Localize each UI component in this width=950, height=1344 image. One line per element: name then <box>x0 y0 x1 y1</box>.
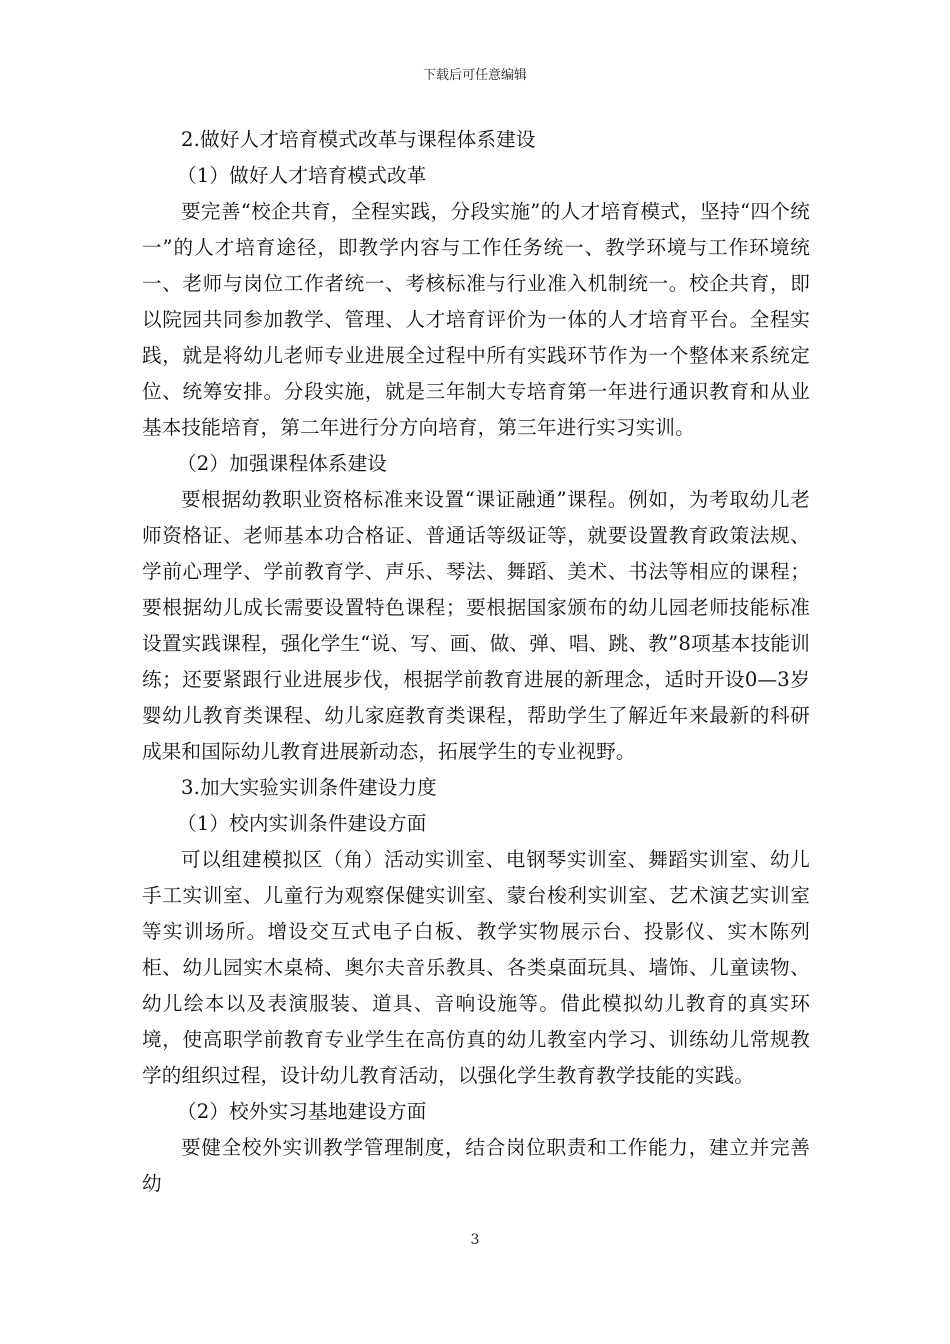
section-heading-3: 3.加大实验实训条件建设力度 <box>181 776 437 799</box>
page-header: 下载后可任意编辑 <box>422 68 527 83</box>
subheading-3-2: （2）校外实习基地建设方面 <box>177 1100 427 1123</box>
subheading-3-1: （1）校内实训条件建设方面 <box>177 812 427 835</box>
paragraph-campus-training: 可以组建模拟区（角）活动实训室、电钢琴实训室、舞蹈实训室、幼儿手工实训室、儿童行为观察保健实训室、蒙台梭利实训室、艺术演艺实训室等实训场所。增设交互式电子白板、教学实物展示台、投影仪、实木陈列柜、幼儿园实木桌椅、奥尔夫音乐教具、各类桌面玩具、墙饰、儿童读物、幼儿绘本以及表演服装、道具、音响设施等。借此模拟幼儿教育的真实环境，使高职学前教育专业学生在高仿真的幼儿教室内学习、训练幼儿常规教学的组织过程，设计幼儿教育活动，以强化学生教育教学技能的实践。 <box>142 848 810 1087</box>
paragraph-curriculum: 要根据幼教职业资格标准来设置“课证融通”课程。例如，为考取幼儿老师资格证、老师基本功合格证、普通话等级证等，就要设置教育政策法规、学前心理学、学前教育学、声乐、琴法、舞蹈、美术、书法等相应的课程；要根据幼儿成长需要设置特色课程；要根据国家颁布的幼儿园老师技能标准设置实践课程，强化学生“说、写、画、做、弹、唱、跳、教”8项基本技能训练；还要紧跟行业进展步伐，根据学前教育进展的新理念，适时开设0—3岁婴幼儿教育类课程、幼儿家庭教育类课程，帮助学生了解近年来最新的科研成果和国际幼儿教育进展新动态，拓展学生的专业视野。 <box>142 488 810 763</box>
subheading-2-1: （1）做好人才培育模式改革 <box>177 164 427 187</box>
page-number: 3 <box>470 1232 480 1248</box>
paragraph-training-model: 要完善“校企共育，全程实践，分段实施”的人才培育模式，坚持“四个统一”的人才培育途径，即教学内容与工作任务统一、教学环境与工作环境统一、老师与岗位工作者统一、考核标准与行业准入机制统一。校企共育，即以院园共同参加教学、管理、人才培育评价为一体的人才培育平台。全程实践，就是将幼儿老师专业进展全过程中所有实践环节作为一个整体来系统定位、统筹安排。分段实施，就是三年制大专培育第一年进行通识教育和从业基本技能培育，第二年进行分方向培育，第三年进行实习实训。 <box>142 200 810 439</box>
section-heading-2: 2.做好人才培育模式改革与课程体系建设 <box>181 128 536 151</box>
subheading-2-2: （2）加强课程体系建设 <box>177 452 388 475</box>
paragraph-offcampus-base: 要健全校外实训教学管理制度，结合岗位职责和工作能力，建立并完善幼 <box>142 1136 810 1195</box>
document-body <box>142 122 810 1202</box>
